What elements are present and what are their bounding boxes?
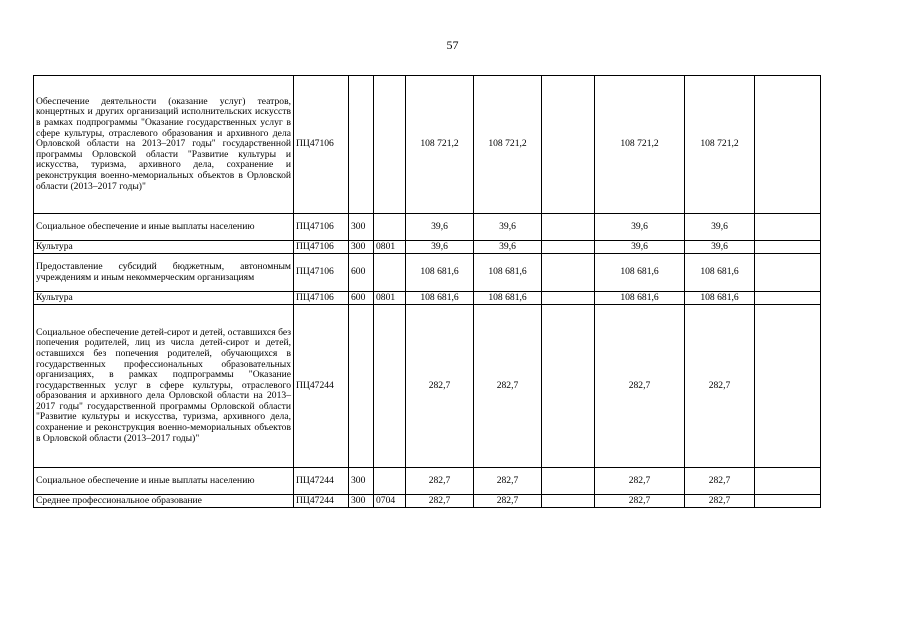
- row-vr: 600: [349, 292, 374, 305]
- row-value-3: [542, 305, 595, 468]
- row-value-6: [755, 241, 821, 254]
- page-number: 57: [446, 38, 459, 52]
- table-row: [34, 292, 821, 305]
- row-code: ПЦ47244: [294, 495, 349, 508]
- row-value-4: 108 721,2: [595, 76, 685, 214]
- row-value-1: 282,7: [406, 305, 474, 468]
- table-row: [34, 254, 821, 292]
- row-code: ПЦ47244: [294, 468, 349, 495]
- row-value-2: 108 681,6: [474, 292, 542, 305]
- row-vr: [349, 305, 374, 468]
- row-value-1: 108 681,6: [406, 254, 474, 292]
- row-value-6: [755, 468, 821, 495]
- row-value-5: 39,6: [685, 241, 755, 254]
- row-name: Обеспечение деятельности (оказание услуг) театров, концертных и других организаций исполнительских искусств в рамках подпрограммы "Оказание государственных услуг в сфере культуры, отраслевого образования и архивного дела Орловской области на 2013–2017 годы" государственной программы Орловской области "Развитие культуры и искусства, туризма, архивного дела, сохранение и реконструкция военно-мемориальных объектов в Орловской области (2013–2017 годы)": [34, 76, 294, 214]
- row-value-4: 282,7: [595, 495, 685, 508]
- row-name: Среднее профессиональное образование: [34, 495, 294, 508]
- row-name: Предоставление субсидий бюджетным, автономным учреждениям и иным некоммерческим организациям: [34, 254, 294, 292]
- row-value-2: 282,7: [474, 305, 542, 468]
- row-code: ПЦ47106: [294, 214, 349, 241]
- row-value-2: 39,6: [474, 241, 542, 254]
- row-vr: 300: [349, 468, 374, 495]
- row-value-6: [755, 305, 821, 468]
- budget-table: [33, 75, 821, 508]
- row-value-4: 282,7: [595, 305, 685, 468]
- row-rz: [374, 305, 406, 468]
- row-value-1: 39,6: [406, 214, 474, 241]
- row-value-2: 282,7: [474, 495, 542, 508]
- row-value-1: 108 721,2: [406, 76, 474, 214]
- row-value-1: 282,7: [406, 468, 474, 495]
- table-row: [34, 495, 821, 508]
- row-value-4: 108 681,6: [595, 254, 685, 292]
- row-rz: [374, 468, 406, 495]
- row-value-5: 282,7: [685, 468, 755, 495]
- row-value-6: [755, 495, 821, 508]
- row-value-3: [542, 468, 595, 495]
- row-rz: [374, 76, 406, 214]
- row-value-6: [755, 254, 821, 292]
- row-value-3: [542, 254, 595, 292]
- row-vr: 600: [349, 254, 374, 292]
- row-name: Культура: [34, 292, 294, 305]
- row-value-1: 282,7: [406, 495, 474, 508]
- row-value-3: [542, 495, 595, 508]
- table-row: [34, 468, 821, 495]
- row-value-4: 282,7: [595, 468, 685, 495]
- row-rz: [374, 254, 406, 292]
- row-value-3: [542, 292, 595, 305]
- row-value-4: 39,6: [595, 214, 685, 241]
- row-value-5: 108 681,6: [685, 292, 755, 305]
- row-name: Социальное обеспечение детей-сирот и детей, оставшихся без попечения родителей, лиц из числа детей-сирот и детей, оставшихся без попечения родителей, обучающихся в государственных профессиональных образовательных организациях, в рамках подпрограммы "Оказание государственных услуг в сфере культуры, отраслевого образования и архивного дела Орловской области на 2013–2017 годы" государственной программы Орловской области "Развитие культуры и искусства, туризма, архивного дела, сохранение и реконструкция военно-мемориальных объектов в Орловской области (2013–2017 годы)": [34, 305, 294, 468]
- row-value-6: [755, 214, 821, 241]
- row-vr: 300: [349, 495, 374, 508]
- row-value-4: 108 681,6: [595, 292, 685, 305]
- table-row: [34, 305, 821, 468]
- row-value-3: [542, 214, 595, 241]
- row-value-3: [542, 241, 595, 254]
- row-value-3: [542, 76, 595, 214]
- row-value-2: 282,7: [474, 468, 542, 495]
- row-code: ПЦ47106: [294, 241, 349, 254]
- row-value-5: 282,7: [685, 495, 755, 508]
- row-value-2: 39,6: [474, 214, 542, 241]
- row-name: Социальное обеспечение и иные выплаты населению: [34, 468, 294, 495]
- row-rz: 0801: [374, 241, 406, 254]
- row-value-5: 282,7: [685, 305, 755, 468]
- row-vr: 300: [349, 214, 374, 241]
- row-rz: [374, 214, 406, 241]
- row-code: ПЦ47106: [294, 76, 349, 214]
- table-row: [34, 76, 821, 214]
- row-code: ПЦ47106: [294, 292, 349, 305]
- row-vr: [349, 76, 374, 214]
- row-value-1: 39,6: [406, 241, 474, 254]
- row-value-1: 108 681,6: [406, 292, 474, 305]
- row-value-2: 108 681,6: [474, 254, 542, 292]
- row-rz: 0704: [374, 495, 406, 508]
- row-vr: 300: [349, 241, 374, 254]
- row-code: ПЦ47244: [294, 305, 349, 468]
- row-code: ПЦ47106: [294, 254, 349, 292]
- row-name: Социальное обеспечение и иные выплаты населению: [34, 214, 294, 241]
- row-value-5: 108 721,2: [685, 76, 755, 214]
- table-row: [34, 241, 821, 254]
- row-value-5: 39,6: [685, 214, 755, 241]
- row-value-6: [755, 76, 821, 214]
- row-value-2: 108 721,2: [474, 76, 542, 214]
- row-value-6: [755, 292, 821, 305]
- row-rz: 0801: [374, 292, 406, 305]
- row-value-5: 108 681,6: [685, 254, 755, 292]
- row-value-4: 39,6: [595, 241, 685, 254]
- row-name: Культура: [34, 241, 294, 254]
- table-row: [34, 214, 821, 241]
